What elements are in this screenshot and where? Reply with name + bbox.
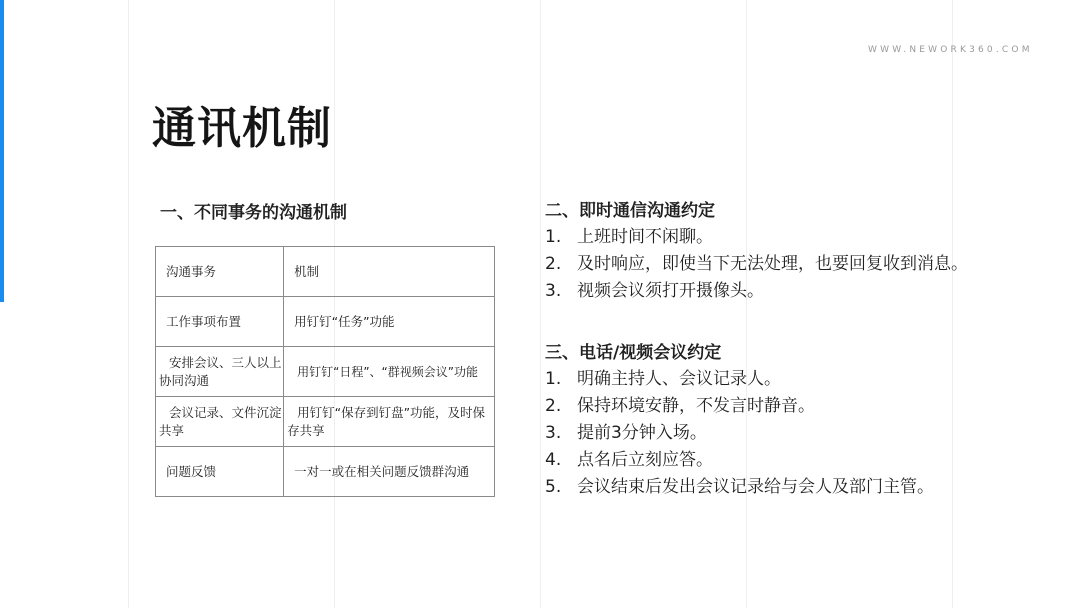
page-title: 通讯机制 <box>152 103 332 154</box>
table-cell: 用钉钉“保存到钉盘”功能，及时保存共享 <box>284 397 495 447</box>
list-number: 5. <box>545 477 562 497</box>
table-cell: 问题反馈 <box>156 447 284 497</box>
list-text: 明确主持人、会议记录人。 <box>577 369 781 389</box>
background-gridline <box>540 0 541 608</box>
table-header-cell: 沟通事务 <box>156 247 284 297</box>
list-number: 2. <box>545 396 562 416</box>
list-item <box>545 474 1045 501</box>
list-item <box>545 420 1045 447</box>
list-number: 3. <box>545 423 562 443</box>
website-watermark: WWW.NEWORK360.COM <box>868 45 1033 55</box>
table-row <box>156 347 495 397</box>
section3 <box>545 340 1045 501</box>
list-text: 点名后立刻应答。 <box>577 450 713 470</box>
list-item <box>545 224 1045 251</box>
section3-heading: 三、电话/视频会议约定 <box>545 343 722 363</box>
table-row <box>156 447 495 497</box>
table-cell: 工作事项布置 <box>156 297 284 347</box>
list-item <box>545 278 1045 305</box>
list-number: 3. <box>545 281 562 301</box>
list-item <box>545 366 1045 393</box>
table-row <box>156 297 495 347</box>
list-text: 上班时间不闲聊。 <box>577 227 713 247</box>
list-number: 2. <box>545 254 562 274</box>
list-text: 提前3分钟入场。 <box>577 423 707 443</box>
list-number: 1. <box>545 227 562 247</box>
table-cell: 用钉钉“任务”功能 <box>284 297 495 347</box>
list-text: 保持环境安静，不发言时静音。 <box>577 396 815 416</box>
communication-mechanism-table <box>155 246 495 497</box>
table-row <box>156 397 495 447</box>
accent-bar <box>0 0 4 302</box>
list-number: 1. <box>545 369 562 389</box>
list-text: 会议结束后发出会议记录给与会人及部门主管。 <box>577 477 934 497</box>
background-gridline <box>128 0 129 608</box>
list-number: 4. <box>545 450 562 470</box>
section1-heading: 一、不同事务的沟通机制 <box>160 203 347 223</box>
table-header-cell: 机制 <box>284 247 495 297</box>
section2 <box>545 198 1045 305</box>
table-header-row <box>156 247 495 297</box>
table-cell: 用钉钉“日程”、“群视频会议”功能 <box>284 347 495 397</box>
list-text: 及时响应，即使当下无法处理，也要回复收到消息。 <box>577 254 968 274</box>
list-text: 视频会议须打开摄像头。 <box>577 281 764 301</box>
section2-heading: 二、即时通信沟通约定 <box>545 201 715 221</box>
list-item <box>545 251 1045 278</box>
table-cell: 一对一或在相关问题反馈群沟通 <box>284 447 495 497</box>
table-cell: 会议记录、文件沉淀共享 <box>156 397 284 447</box>
table-cell: 安排会议、三人以上协同沟通 <box>156 347 284 397</box>
list-item <box>545 393 1045 420</box>
list-item <box>545 447 1045 474</box>
